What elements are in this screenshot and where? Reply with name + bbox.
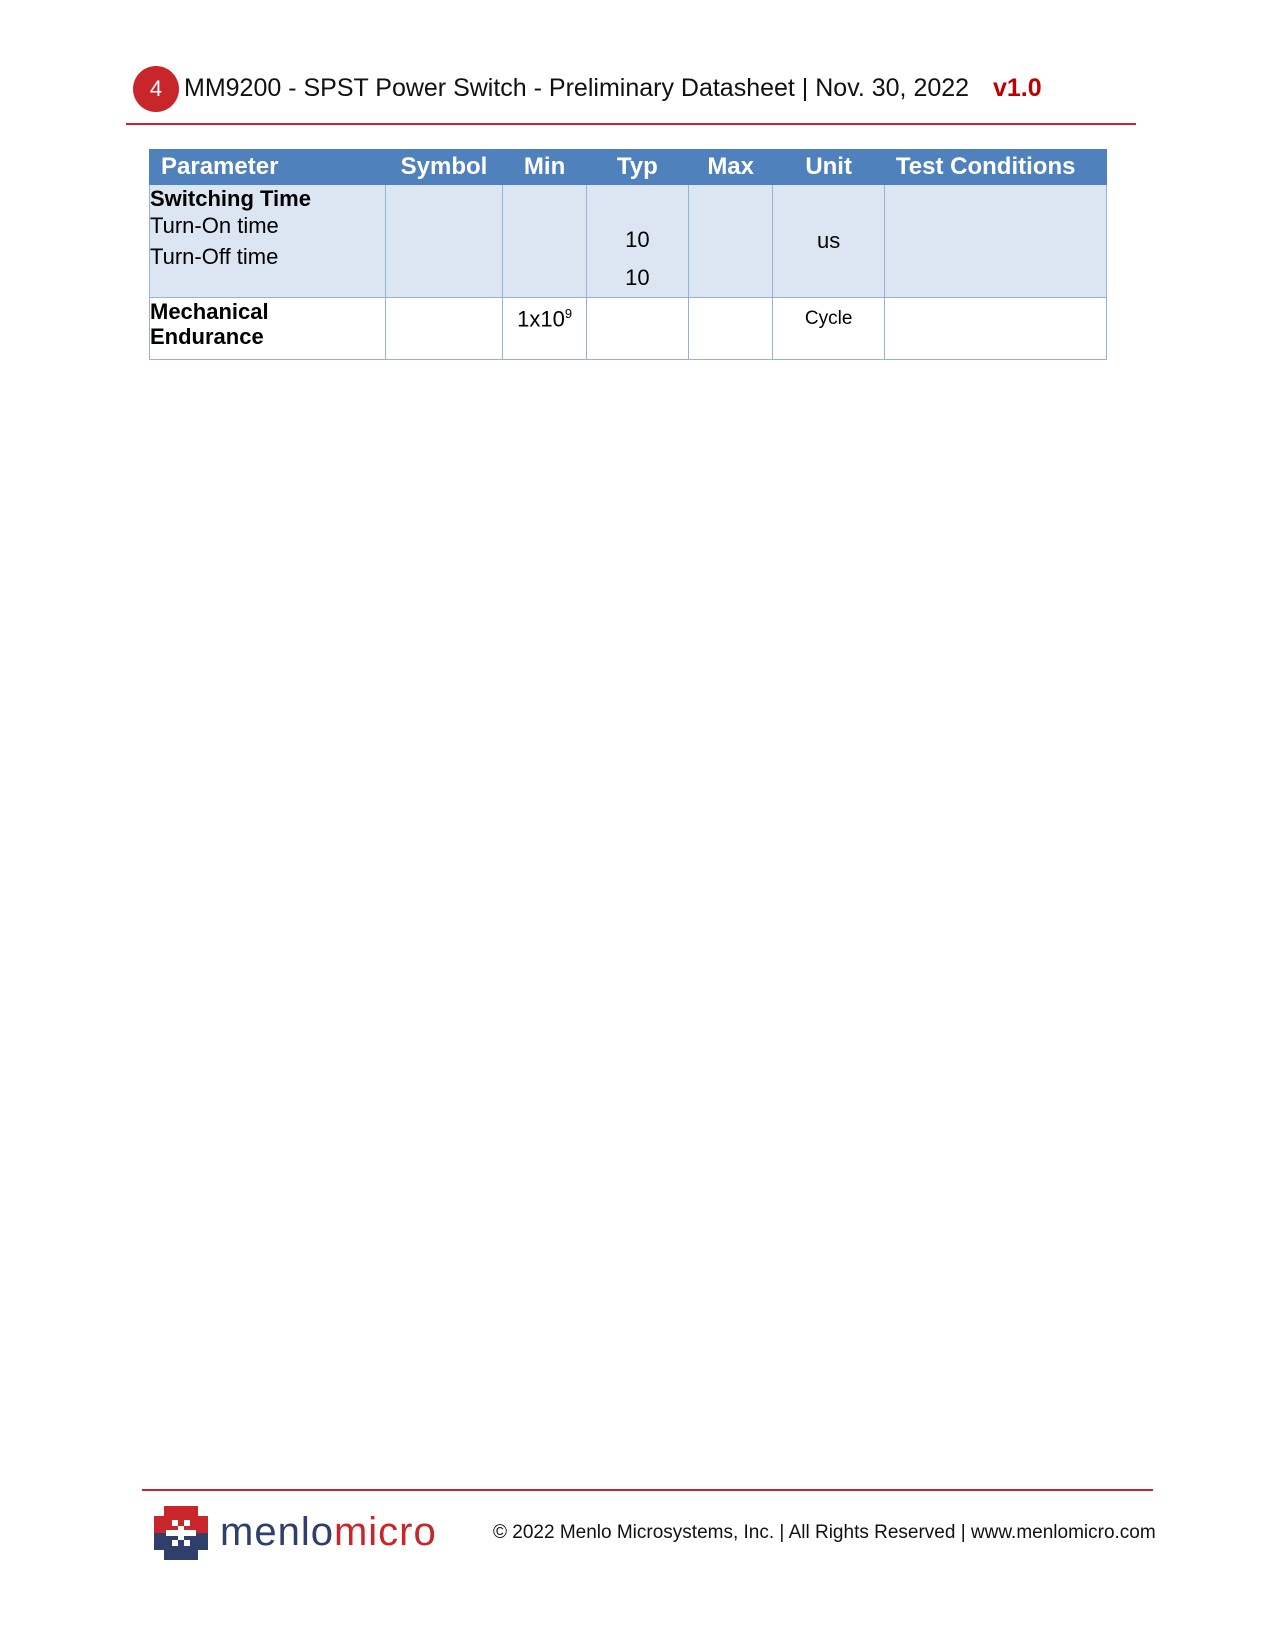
page-header (133, 66, 1143, 114)
min-exponent: 9 (564, 306, 573, 321)
col-header-max: Max (688, 150, 772, 185)
symbol-cell (385, 298, 503, 360)
logo-wordmark: menlomicro (220, 1510, 437, 1554)
max-cell (688, 298, 772, 360)
test-conditions-cell (884, 185, 1106, 298)
min-value: 1x10 (517, 306, 565, 332)
min-cell (503, 185, 586, 298)
footer-divider (142, 1489, 1153, 1491)
unit-cell: us (773, 185, 885, 298)
parameter-cell (150, 298, 386, 360)
test-conditions-cell (884, 298, 1106, 360)
table-row (150, 185, 1107, 298)
unit-cell: Cycle (773, 298, 885, 360)
min-cell (503, 298, 586, 360)
copyright-text: © 2022 Menlo Microsystems, Inc. | All Rights Reserved | www.menlomicro.com (493, 1522, 1156, 1543)
col-header-parameter: Parameter (150, 150, 386, 185)
parameter-name: Switching Time (150, 186, 311, 211)
typ-cell (586, 298, 688, 360)
parameter-name: Endurance (150, 324, 264, 349)
version-label: v1.0 (993, 74, 1042, 102)
page-number-badge: 4 (133, 66, 179, 112)
menlomicro-logo (150, 1502, 450, 1564)
typ-value: 10 (625, 227, 650, 252)
col-header-test-conditions: Test Conditions (884, 150, 1106, 185)
col-header-symbol: Symbol (385, 150, 503, 185)
symbol-cell (385, 185, 503, 298)
header-divider (126, 123, 1136, 125)
table-header-row (150, 150, 1107, 185)
spec-table (149, 149, 1107, 360)
document-title: MM9200 - SPST Power Switch - Preliminary Datasheet | Nov. 30, 2022 (184, 74, 970, 102)
table-row (150, 298, 1107, 360)
parameter-cell (150, 185, 386, 298)
typ-value: 10 (625, 265, 650, 290)
col-header-min: Min (503, 150, 586, 185)
sub-parameter: Turn-On time (150, 213, 279, 238)
col-header-unit: Unit (773, 150, 885, 185)
sub-parameter: Turn-Off time (150, 244, 279, 269)
col-header-typ: Typ (586, 150, 688, 185)
parameter-name: Mechanical (150, 299, 269, 324)
logo-mark-icon (150, 1502, 212, 1564)
typ-cell (586, 185, 688, 298)
max-cell (688, 185, 772, 298)
